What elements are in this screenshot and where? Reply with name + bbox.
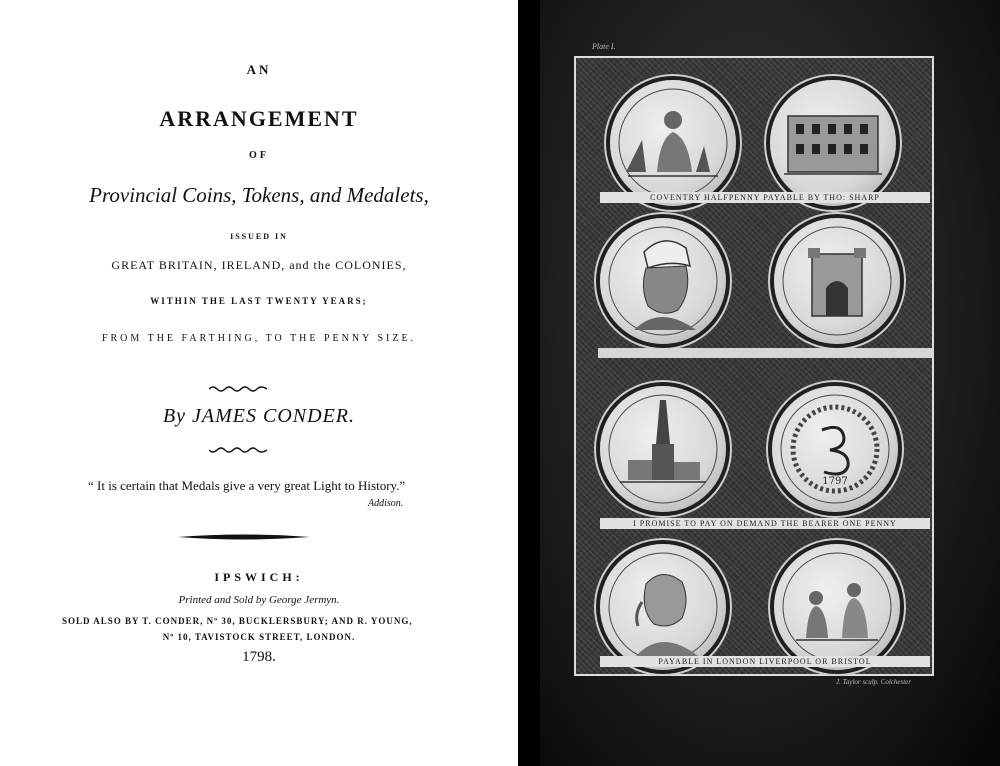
- imprint-city: IPSWICH:: [214, 570, 304, 584]
- within-line: WITHIN THE LAST TWENTY YEARS;: [150, 296, 368, 306]
- coin-church-image: [600, 386, 726, 512]
- coin-church: [600, 386, 726, 512]
- title-an: AN: [246, 62, 272, 77]
- coin-figures: [774, 544, 900, 670]
- coin-coventry: [610, 80, 736, 206]
- thick-rule: [178, 533, 310, 541]
- ornament-top: [209, 385, 267, 393]
- author-line: By JAMES CONDER.: [162, 405, 356, 427]
- coin-ipswich: [774, 218, 900, 344]
- places-line: GREAT BRITAIN, IRELAND, and the COLONIES,: [111, 258, 407, 272]
- coin-wolsey: [600, 218, 726, 344]
- coin-ipswich-image: [774, 218, 900, 344]
- main-title: ARRANGEMENT: [159, 106, 359, 131]
- plate-shelf: [598, 348, 934, 358]
- imprint-year: 1798.: [242, 649, 276, 665]
- coin-monogram-image: [772, 386, 898, 512]
- coin-wolsey-image: [600, 218, 726, 344]
- size-line: FROM THE FARTHING, TO THE PENNY SIZE.: [101, 333, 417, 344]
- title-of: OF: [249, 150, 269, 161]
- coin-chatham: [600, 544, 726, 670]
- plate-band-3: PAYABLE IN LONDON LIVERPOOL OR BRISTOL: [600, 656, 930, 667]
- plate-label: Plate I.: [592, 42, 616, 51]
- plate-band-1: COVENTRY HALFPENNY PAYABLE BY THO: SHARP: [600, 192, 930, 203]
- issued-in: ISSUED IN: [230, 232, 288, 241]
- book-gutter: [518, 0, 540, 766]
- imprint-printer: Printed and Sold by George Jermyn.: [178, 594, 340, 606]
- coin-monogram-date: 1797: [822, 476, 848, 487]
- engraver-credit: J. Taylor sculp. Colchester: [836, 678, 911, 686]
- plate-band-2: I PROMISE TO PAY ON DEMAND THE BEARER ONE PENNY: [600, 518, 930, 529]
- coin-building: [770, 80, 896, 206]
- imprint-sellers-2: Nº 10, TAVISTOCK STREET, LONDON.: [162, 632, 356, 642]
- coin-building-image: [770, 80, 896, 206]
- ornament-bottom: [209, 446, 267, 454]
- subtitle: Provincial Coins, Tokens, and Medalets,: [89, 183, 429, 207]
- engraved-plate: [574, 56, 934, 676]
- epigraph-quote: “ It is certain that Medals give a very great Light to History.”: [88, 478, 406, 493]
- coin-figures-image: [774, 544, 900, 670]
- plate-page: [540, 0, 1000, 766]
- coin-coventry-image: [610, 80, 736, 206]
- coin-chatham-image: [600, 544, 726, 670]
- epigraph-author: Addison.: [368, 498, 404, 509]
- imprint-sellers-1: SOLD ALSO BY T. CONDER, Nº 30, BUCKLERSBURY; AND R. YOUNG,: [62, 616, 413, 626]
- coin-monogram: [772, 386, 898, 512]
